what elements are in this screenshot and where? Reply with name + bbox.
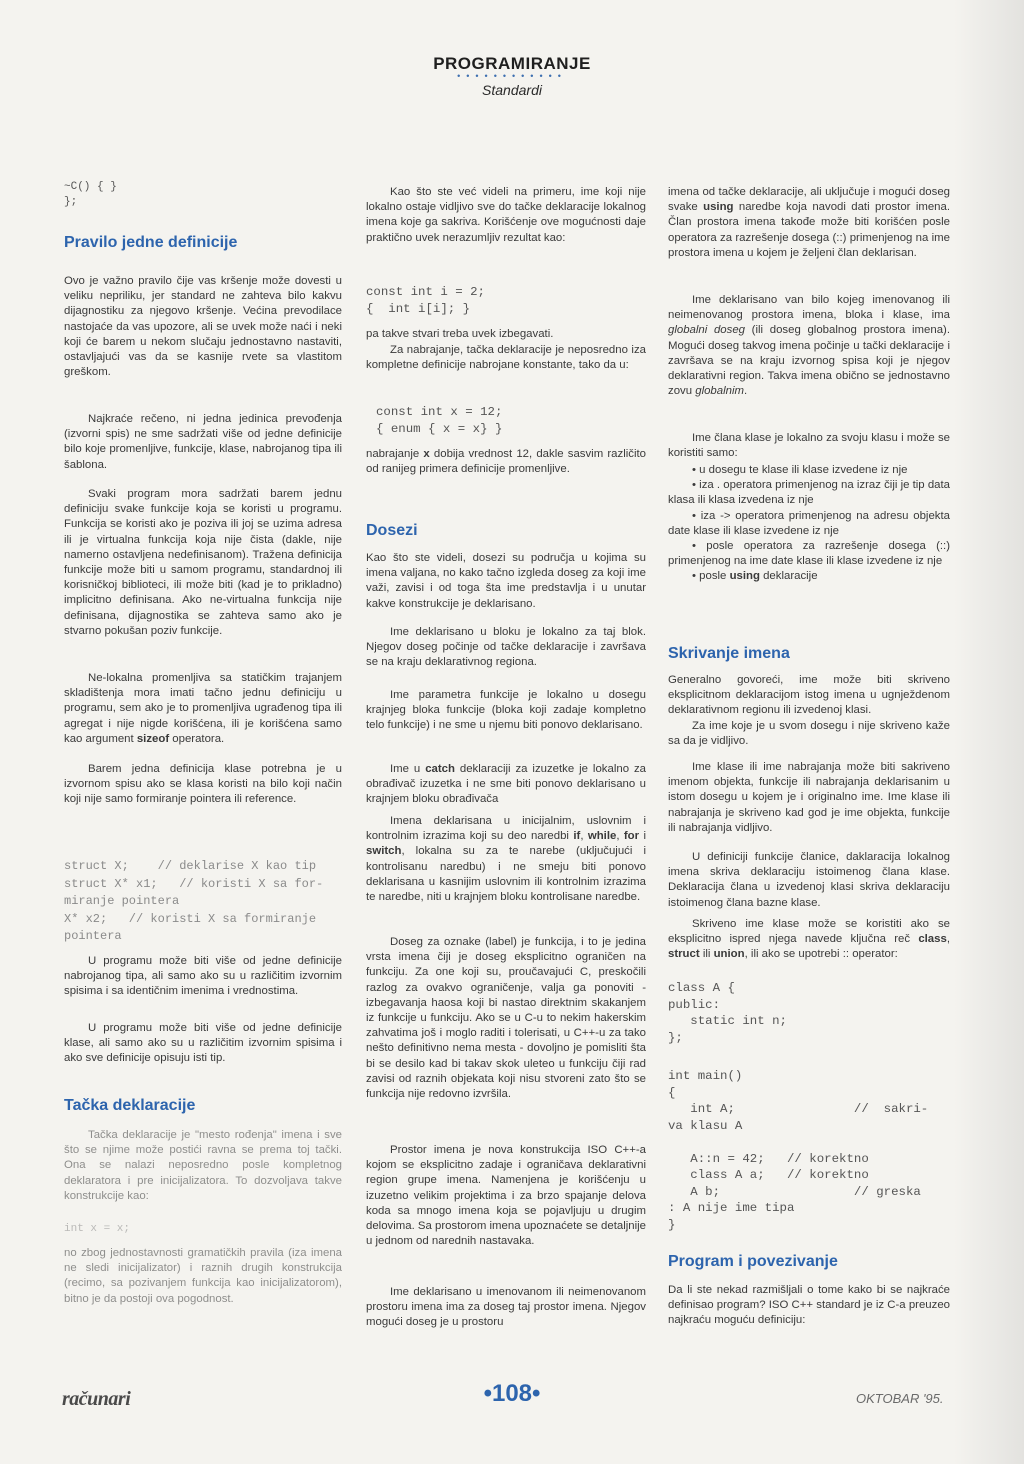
paragraph: Ime deklarisano van bilo kojeg imenovanog ili neimenovanog prostora imena, bloka i klase, ima globalni doseg (ili doseg globalnog prostora imena). Mogući doseg takvog imena počinje u tački deklaracije i završava se na kraju izvornog spisa koji je njegov deklarativni region. Takva imena obično se jednostavno zovu globalnim. (668, 294, 951, 398)
list-item: • posle operatora za razrešenje dosega (::) primenjenog na ime date klase ili klase izvedene iz nje (668, 540, 950, 568)
paragraph-faded: Tačka deklaracije je "mesto rođenja" imena i sve što se njime može postići ravna se prema toj tački. Ona se nalazi neposredno posle kompletnog deklaratora i pre inicijalizatora. To dozvoljava takve konstrukcije kao: (64, 1129, 342, 1202)
paragraph: Ime parametra funkcije je lokalno u dosegu krajnjeg bloka funkcije (bloka koji zadaje kompletno telo funkcije) i ne sme u njemu biti ponovo deklarisano. (366, 689, 646, 732)
paragraph: nabrajanje x dobija vrednost 12, dakle sasvim različito od ranijeg primera definicije promenljive. (366, 448, 646, 476)
list-item: • u dosegu te klase ili klase izvedene iz nje (692, 464, 908, 476)
paragraph: Doseg za oznake (label) je funkcija, i to je jedina vrsta imena čiji je doseg eksplicitno ograničen na funkciju. Za one koji su, proučavajući C, preskočili razlog za ovakvo ograničenje, valja ga ponoviti - izbegavanja haosa koji bi nastao direktnim skakanjem iz funkcije u funkciju. Ako se u C-u to nekim hakerskim zahvatima još i moglo raditi i tolerisati, u C++-u za tako nešto definitivno nema mesta - dovoljno je pomisliti šta bi se desilo kad bi takav skok uleteo u funkciju čiji rad zavisi od raznih objekata koji nisu stvoreni zato što se funkcija nije redovno izvršila. (366, 936, 646, 1101)
paragraph: Ime klase ili ime nabrajanja može biti sakriveno imenom objekta, funkcije ili nabrajanja deklarisanim u istom dosegu u kojem je i originalno ime. Ime klase ili nabrajanja je skriveno kad god je ime objekta, funkcije ili nabrajanja vidljivo. (668, 761, 950, 834)
paragraph: Imena deklarisana u inicijalnim, uslovnim i kontrolnim izrazima koji su deo naredbi if, while, for i switch, lokalna su za te narebe (uključujući i kontrolisanu naredbu) i ne smeju biti ponovo deklarisana u kasnijim uslovnim ili kontrolnim izrazima te naredbe, niti u krajnjem bloku kontrolisane naredbe. (366, 815, 646, 904)
paragraph: Ime u catch deklaraciji za izuzetke je lokalno za obrađivač izuzetka i ne sme biti ponovo deklarisano u krajnjem bloku obrađivača (366, 763, 646, 806)
paragraph: Za nabrajanje, tačka deklaracije je neposredno iza kompletne definicije nabrojane konstante, tako da u: (366, 344, 646, 372)
keyword: catch (425, 763, 455, 775)
code-block-struct: struct X; // deklarise X kao tip struct X* x1; // koristi X sa for- miranje pointera X* x2; // koristi X sa formiranje pointera (64, 859, 324, 943)
heading-program-i-povezivanje: Program i povezivanje (668, 1253, 838, 1270)
issue-date: OKTOBAR '95. (856, 1391, 944, 1406)
keyword: using (703, 201, 734, 214)
paragraph: imena od tačke deklaracije, ali uključuje i mogući doseg svake using naredbe koja navodi dati prostor imena. Član prostora imena takođe može biti korišćen posle operatora za razrešenje dosega (::) primenjenog na ime prostora imena u kojem je željeni član deklarisan. (668, 186, 951, 259)
subsection-title: Standardi (482, 82, 542, 98)
paragraph: U programu može biti više od jedne definicije klase, ali samo ako su u različitim izvornim spisima i ako sve definicije opisuju isti tip. (64, 1022, 342, 1065)
heading-tacka-deklaracije: Tačka deklaracije (64, 1097, 196, 1114)
magazine-logo: računari (62, 1388, 131, 1410)
paragraph: pa takve stvari treba uvek izbegavati. (366, 328, 554, 340)
code-block-top: ~C() { } }; (64, 181, 117, 208)
heading-skrivanje-imena: Skrivanje imena (668, 645, 790, 662)
bullet-list (668, 463, 950, 585)
code-block-faded: int x = x; (64, 1223, 131, 1235)
code-block-enum: const int x = 12; { enum { x = x} } (376, 405, 503, 436)
page-header (0, 54, 1024, 98)
page-number: •108• (483, 1380, 541, 1407)
paragraph: Da li ste nekad razmišljali o tome kako bi se najkraće definisao program? ISO C++ standard je iz C-a preuzeo najkraću moguću definiciju: (668, 1284, 950, 1327)
paragraph: Ne-lokalna promenljiva sa statičkim trajanjem skladištenja mora imati tačno jednu definiciju u programu, sem ako je to promenljiva ugrađenog tipa ili agregat i nije nigde korišćena, ili je korišćena samo kao argument sizeof operatora. (64, 672, 342, 745)
keyword: sizeof (136, 732, 170, 745)
paragraph: Ime deklarisano u bloku je lokalno za taj blok. Njegov doseg počinje od tačke deklaracije i završava se na kraju deklarativnog regiona. (366, 626, 646, 669)
heading-dosezi: Dosezi (366, 522, 418, 539)
paragraph: Generalno govoreći, ime može biti skriveno eksplicitnom deklaracijom istog imena u ugnježdenom deklarativnom regionu ili izvedenoj klasi. (668, 674, 950, 717)
code-block-const-i: const int i = 2; { int i[i]; } (366, 285, 485, 316)
keyword: if (573, 830, 581, 843)
paragraph: Ovo je važno pravilo čije vas kršenje može dovesti u veliku nepriliku, jer standard ne zahteva bilo kakvu dijagnostiku za njegovo kršenje. Većina prevodilace nastojaće da vas upozore, ali se uvek može naći i neki koji će barem u nekom slučaju jednostavno nastaviti, ostavljajući vas da se kasnije rvete sa vlastitom greškom. (64, 275, 342, 379)
paragraph: Najkraće rečeno, ni jedna jedinica prevođenja (izvorni spis) ne sme sadržati više od jedne definicije bilo koje promenljive, funkcije, klase, nabrojanog tipa ili šablona. (64, 413, 342, 471)
header-dots-divider: •••••••••••• (457, 71, 567, 81)
keyword: while (587, 830, 617, 843)
keyword: switch (366, 845, 402, 858)
paragraph: Ime člana klase je lokalno za svoju klasu i može se koristiti samo: (668, 432, 950, 460)
paragraph: U definiciji funkcije članice, daklaracija lokalnog imena skriva deklaraciju istoimenog člana klase. Deklaracija člana u izvedenoj klasi skriva deklaraciju istoimenog člana bazne klase. (668, 851, 950, 909)
paragraph-faded: no zbog jednostavnosti gramatičkih pravila (iza imena ne sledi inicijalizator) i raznih drugih konstrukcija (recimo, sa pozivanjem funkcija kao inicijalizatorom), bitno je da postoji ova pogodnost. (64, 1247, 342, 1305)
code-block-main: int main() { int A; // sakri- va klasu A A::n = 42; // korektno class A a; // korektno A b; // greska : A nije ime tipa } (668, 1069, 929, 1232)
keyword: x (423, 448, 430, 460)
list-item: • iza -> operatora primenjenog na adresu objekta date klase ili klase izvedene iz nje (668, 509, 950, 537)
paragraph: Za ime koje je u svom dosegu i nije skriveno kaže sa da je vidljivo. (668, 720, 950, 748)
paragraph: Skriveno ime klase može se koristiti ako se eksplicitno ispred njega navede ključna reč class, struct ili union, ili ako se upotrebi :: operator: (668, 918, 950, 961)
paragraph: Ime deklarisano u imenovanom ili neimenovanom prostoru imena ima za doseg taj prostor imena. Njegov mogući doseg je u prostoru (366, 1286, 646, 1329)
paragraph: U programu može biti više od jedne definicije nabrojanog tipa, ali samo ako su u različitim izvornim spisima i sa identičnim imenima i vrednostima. (64, 955, 342, 998)
list-item: • posle using deklaracije (692, 570, 818, 583)
code-block-class-a: class A { public: static int n; }; (668, 981, 787, 1045)
paragraph: Kao što ste videli, dosezi su područja u kojima su imena valjana, no kako tačno izgleda doseg za koji ime važi, zavisi i od toga šta ime predstavlja i u unutar kakve konstrukcije je deklarisano. (366, 552, 646, 610)
paragraph: Prostor imena je nova konstrukcija ISO C++-a kojom se eksplicitno zadaje i ograničava deklarativni region grupe imena. Namenjena je korišćenju u izuzetno velikim projektima i za brzo spajanje delova koda sa mnogo imena koja se pojavljuju u drugim delovima. Sa prostorom imena upoznaćete se detaljnije u jednom od narednih nastavaka. (366, 1144, 646, 1248)
section-title: PROGRAMIRANJE (433, 54, 591, 73)
heading-pravilo-jedne-definicije: Pravilo jedne definicije (64, 234, 238, 251)
keyword: for (623, 830, 640, 843)
list-item: • iza . operatora primenjenog na izraz čiji je tip data klasa ili klasa izvedena iz nje (668, 479, 950, 507)
page-edge-shadow (954, 0, 1024, 1464)
paragraph: Svaki program mora sadržati barem jednu definiciju svake funkcije koja se koristi u programu. Funkcija se koristi ako je poziva ili joj se uzima adresa ili je virtualna funkcija koja nije čista (dakle, nije namerno ostavljena nedefinisanom). Tražena definicija funkcije može biti u samom programu, standardnoj ili korisničkoj biblioteci, ili može biti (kad je to prikladno) implicitno definisana. Ako ne-virtualna funkcija nije definisana, dijagnostika se zahteva samo ako je stvarno pokušan poziv funkcije. (64, 488, 342, 637)
paragraph: Kao što ste već videli na primeru, ime koji nije lokalno ostaje vidljivo sve do tačke deklaracije lokalnog imena koje ga sakriva. Korišćenje ove mogućnosti daje praktično uvek nerazumljiv rezultat kao: (366, 186, 646, 244)
paragraph: Barem jedna definicija klase potrebna je u izvornom spisu ako se klasa koristi na bilo koji način koji nije samo formiranje pointera ili reference. (64, 763, 342, 806)
